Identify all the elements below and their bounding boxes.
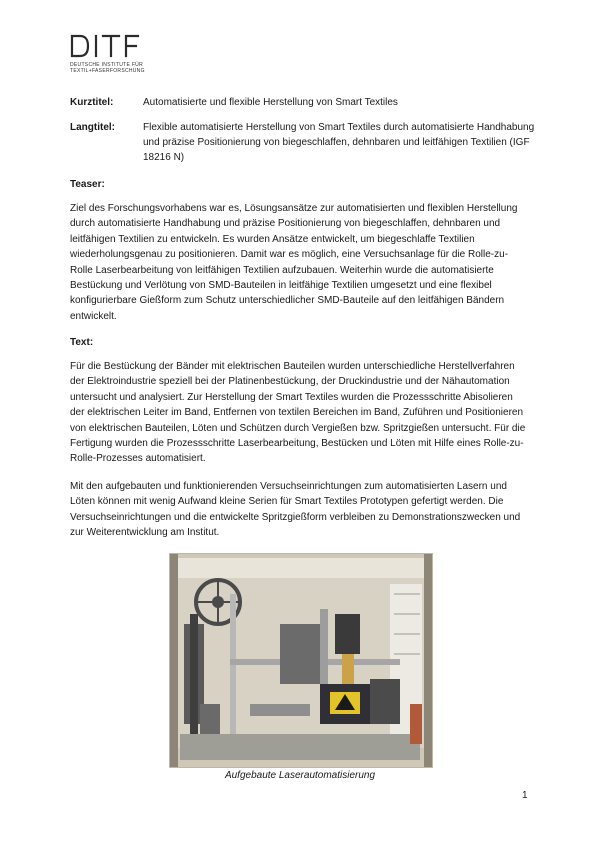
figure-caption: Aufgebaute Laserautomatisierung	[224, 770, 376, 781]
page-number: 1	[522, 790, 528, 801]
logo-subtitle-line1: DEUTSCHE INSTITUTE FÜR	[70, 62, 143, 68]
laser-automation-illustration	[170, 554, 432, 767]
kurztitel-value: Automatisierte und flexible Herstellung von Smart Textiles	[143, 97, 398, 108]
logo-subtitle	[70, 62, 150, 74]
laser-automation-photo	[169, 553, 433, 768]
text-paragraph-1: Für die Bestückung der Bänder mit elektrischen Bauteilen wurden unterschiedliche Herstellverfahren der Elektroindustrie speziell bei der Platinenbestückung, der Druckindustrie und der Nähautomation untersucht und analysiert. Zur Herstellung der Smart Textiles wurden die Prozessschritte Abisolieren der elektrischen Leiter im Band, Entfernen von textilen Bereichen im Band, Zuführen und Positionieren von elektrischen Bauteilen, Löten und Schützen durch Vergießen bzw. Spritzgießen untersucht. Für die Fertigung wurden die Prozessschritte Laserbearbeitung, Bestücken und Löten mit Hilfe eines Rolle-zu-Rolle-Prozesses automatisiert.	[70, 361, 526, 465]
text-heading: Text:	[70, 337, 94, 348]
logo-subtitle-line2: TEXTIL+FASERFORSCHUNG	[70, 68, 145, 74]
kurztitel-label: Kurztitel:	[70, 97, 114, 108]
langtitel-row	[70, 120, 540, 168]
teaser-body: Ziel des Forschungsvorhabens war es, Lösungsansätze zur automatisierten und flexiblen Herstellung durch automatisierte Handhabung und präzise Positionierung von biegeschlaffen, dehnbaren und leitfähigen Textilien zu entwickeln. Es wurden Ansätze entwickelt, um biegeschlaffe Textilien wiederholungsgenau zu positionieren. Damit war es möglich, eine Versuchsanlage für die Rolle-zu-Rolle Laserbearbeitung von leitfähigen Textilien aufzubauen. Weiterhin wurde die automatisierte Bestückung und Verlötung von SMD-Bauteilen in leitfähige Textilien umgesetzt und eine flexibel konfigurierbare Gießform zum Schutz unterschiedlicher SMD-Bauteile auf den leitfähigen Bändern entwickelt.	[70, 203, 518, 322]
teaser-heading: Teaser:	[70, 179, 105, 190]
text-paragraph-2: Mit den aufgebauten und funktionierenden Versuchseinrichtungen zum automatisierten Lasern und Löten können mit wenig Aufwand kleine Serien für Smart Textiles Prototypen gefertigt werden. Die Versuchseinrichtungen und die entwickelte Spritzgießform verbleiben zu Demonstrationszwecken und zur Weiterentwicklung am Institut.	[70, 481, 521, 539]
langtitel-value: Flexible automatisierte Herstellung von Smart Textiles durch automatisierte Handhabung und präzise Positionierung von biegeschlaffen, dehnbaren und leitfähigen Textilien (IGF 18216 N)	[143, 122, 535, 163]
ditf-logo	[70, 33, 150, 74]
langtitel-label: Langtitel:	[70, 122, 115, 133]
ditf-logo-mark	[70, 33, 140, 59]
